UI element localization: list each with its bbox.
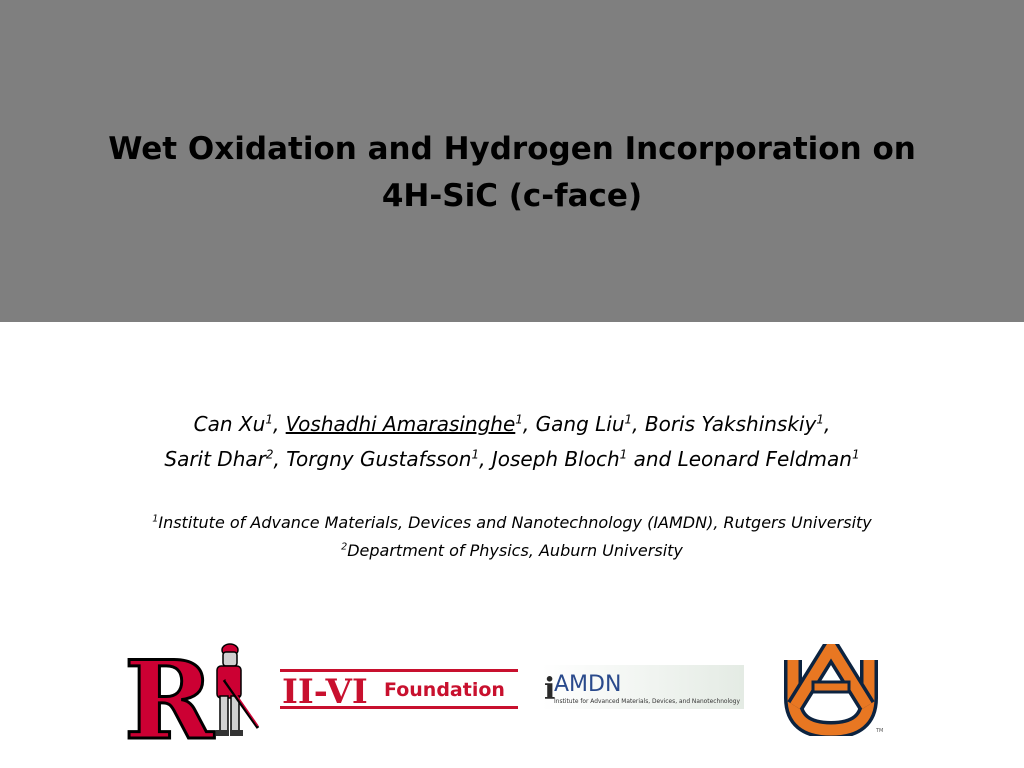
- author-name: Leonard Feldman: [677, 447, 852, 471]
- author-affiliation-mark: 1: [265, 412, 273, 427]
- iamdn-logo-subtitle: Institute for Advanced Materials, Devices, and Nanotechnology: [554, 698, 741, 705]
- author-line-2: Sarit Dhar$^2$, Torgny Gustafsson$^1$, Joseph Bloch$^1$ and Leonard Feldman$^1$: [164, 447, 860, 471]
- author-affiliation-mark: 2: [265, 447, 274, 462]
- author-name: Torgny Gustafsson: [286, 447, 472, 471]
- affiliation-text: Department of Physics, Auburn University: [347, 541, 683, 560]
- author-line-1: Can Xu$^1$, Voshadhi Amarasinghe$^1$, Gang Liu$^1$, Boris Yakshinskiy$^1$,: [193, 412, 831, 436]
- affiliation-list: [20, 509, 1004, 565]
- author-affiliation-mark: 1: [851, 447, 860, 462]
- author-affiliation-mark: 1: [515, 412, 523, 427]
- iamdn-logo-text: AMDN: [554, 672, 622, 697]
- foundation-logo-text: Foundation: [384, 679, 505, 701]
- author-name: Boris Yakshinskiy: [644, 412, 817, 436]
- ii-vi-foundation-logo: [280, 668, 518, 710]
- title-line-2: 4H-SiC (c-face): [381, 178, 643, 214]
- affiliation-text: Institute of Advance Materials, Devices and Nanotechnology (IAMDN), Rutgers University: [158, 513, 872, 532]
- author-affiliation-mark: 1: [471, 447, 480, 462]
- rutgers-logo: [124, 640, 264, 750]
- ii-vi-logo-text: II-VI: [282, 672, 368, 710]
- author-name: Can Xu: [193, 412, 266, 436]
- author-affiliation-mark: 1: [624, 412, 633, 427]
- presenting-author-name: Voshadhi Amarasinghe: [285, 412, 516, 436]
- author-list: [20, 407, 1004, 477]
- affiliation-number: 2: [341, 541, 348, 553]
- iamdn-logo: [542, 665, 744, 709]
- auburn-logo: [775, 644, 887, 736]
- affiliation-line: [20, 509, 1004, 537]
- title-line-1: Wet Oxidation and Hydrogen Incorporation on: [108, 131, 916, 167]
- affiliation-number: 1: [152, 513, 159, 525]
- author-name: Joseph Bloch: [491, 447, 620, 471]
- affiliation-line: [20, 537, 1004, 565]
- rutgers-logo-letter: R: [124, 640, 214, 750]
- knight-figure: [216, 644, 258, 736]
- author-name: Gang Liu: [535, 412, 625, 436]
- author-affiliation-mark: 1: [619, 447, 628, 462]
- iamdn-logo-i: i: [544, 672, 556, 707]
- slide-title: [62, 126, 962, 220]
- author-name: Sarit Dhar: [164, 447, 266, 471]
- author-affiliation-mark: 1: [816, 412, 824, 427]
- trademark-mark: TM: [876, 728, 884, 734]
